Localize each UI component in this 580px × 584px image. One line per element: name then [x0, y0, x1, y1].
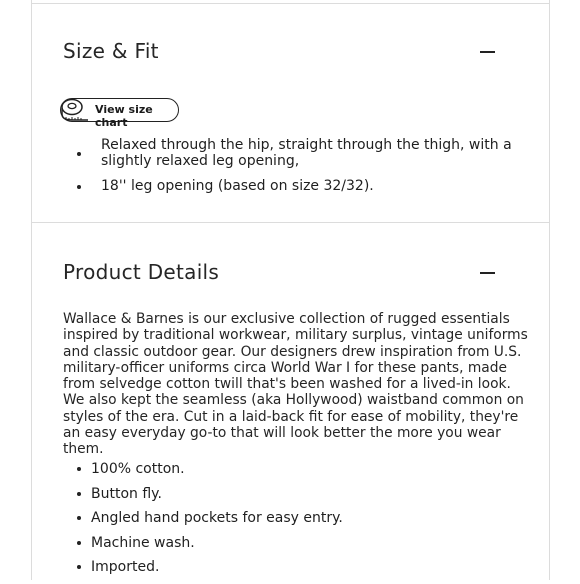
bullet-icon	[77, 541, 81, 545]
size-fit-list	[101, 137, 521, 194]
list-item-text: 18'' leg opening (based on size 32/32).	[101, 178, 374, 194]
list-item	[91, 486, 343, 511]
list-item	[91, 461, 343, 486]
bullet-icon	[77, 492, 81, 496]
minus-icon	[480, 51, 495, 53]
list-item	[91, 535, 343, 560]
minus-icon	[480, 272, 495, 274]
size-fit-collapse-button[interactable]	[478, 42, 498, 62]
list-item	[101, 137, 521, 169]
list-item-text: Machine wash.	[91, 534, 195, 551]
list-item-text: Imported.	[91, 559, 160, 575]
view-size-chart-label: View size chart	[95, 103, 153, 129]
product-description: Wallace & Barnes is our exclusive collection of rugged essentials inspired by traditional workwear, military surplus, vintage uniforms and classic outdoor gear. Our designers drew inspiration from U.S. military-officer uniforms circa World War I for these pants, made from selvedge cotton twill that's been washed for a lived-in look. We also kept the seamless (aka Hollywood) waistband common on styles of the era. Cut in a laid-back fit for ease of mobility, they're an easy everyday go-to that will look better the more you wear them.	[63, 311, 528, 458]
list-item-text: 100% cotton.	[91, 461, 185, 477]
list-item-text: Button fly.	[91, 485, 162, 502]
size-fit-title[interactable]: Size & Fit	[63, 39, 159, 63]
bullet-icon	[77, 152, 81, 156]
list-item	[101, 178, 521, 194]
bullet-icon	[77, 516, 81, 520]
section-divider	[31, 222, 550, 223]
bullet-icon	[77, 467, 81, 471]
product-details-title[interactable]: Product Details	[63, 260, 220, 284]
top-divider	[31, 3, 550, 4]
bullet-icon	[77, 185, 81, 189]
list-item	[91, 510, 343, 535]
product-details-collapse-button[interactable]	[478, 263, 498, 283]
product-details-list	[91, 461, 343, 584]
measuring-tape-icon	[58, 96, 88, 124]
bullet-icon	[77, 565, 81, 569]
list-item-text: Angled hand pockets for easy entry.	[91, 510, 343, 526]
view-size-chart-button[interactable]	[60, 98, 179, 129]
list-item-text: Relaxed through the hip, straight through the thigh, with a slightly relaxed leg opening,	[101, 137, 512, 169]
